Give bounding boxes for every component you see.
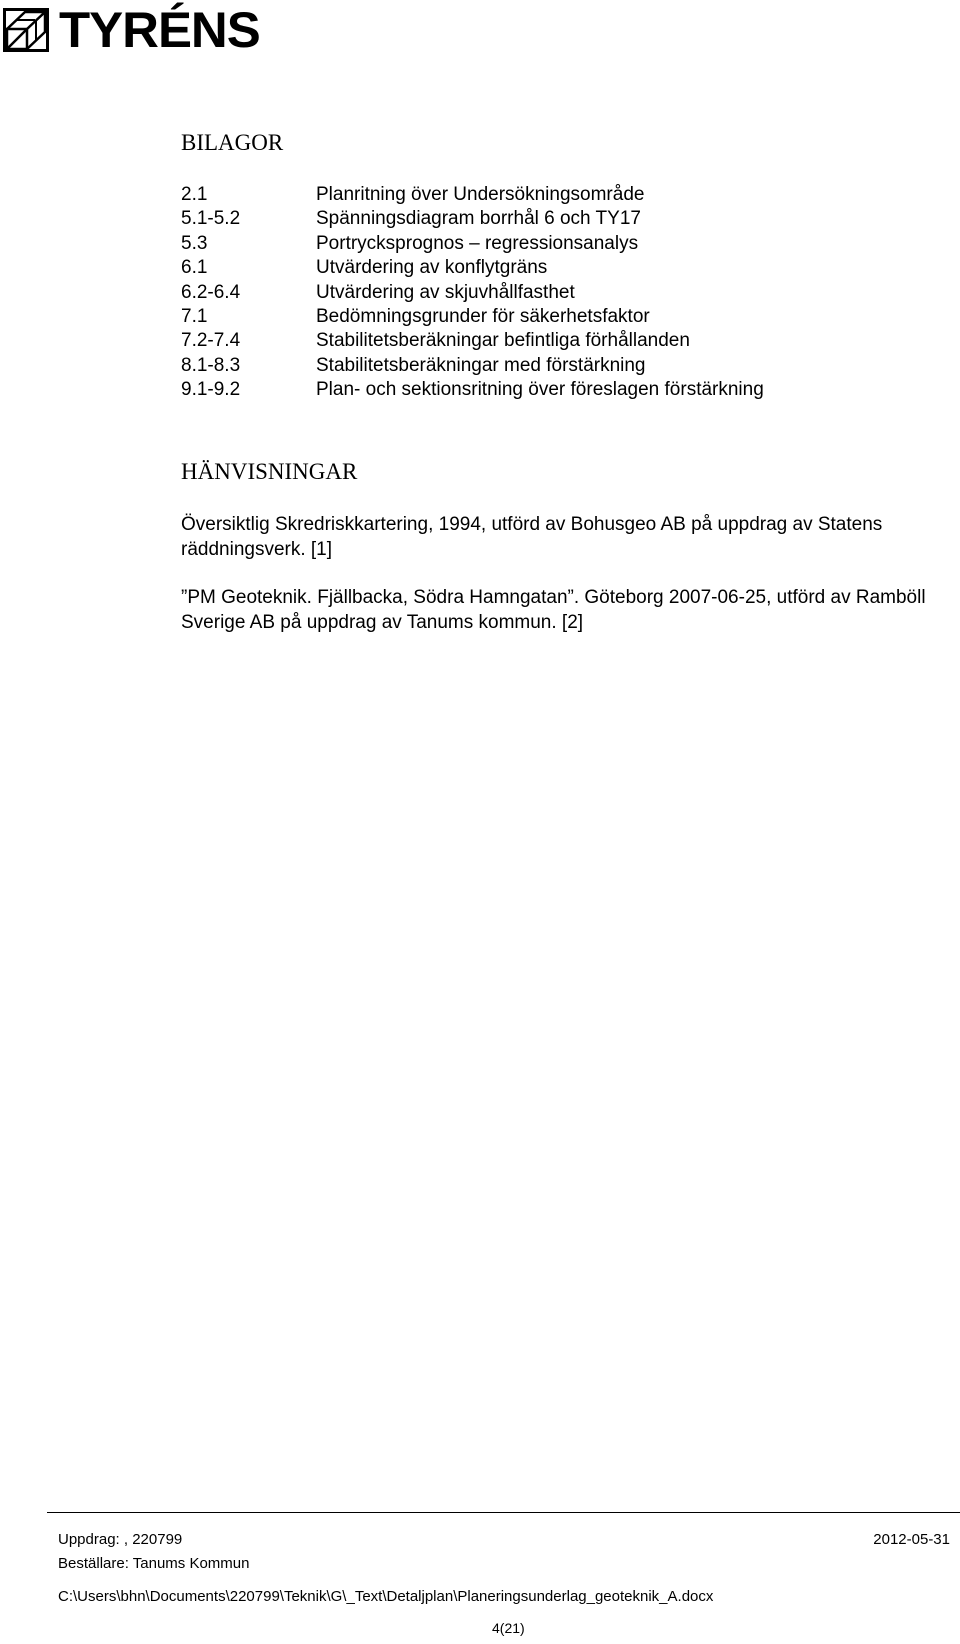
- hanvisningar-heading: HÄNVISNINGAR: [181, 459, 358, 484]
- attachment-row: [181, 354, 764, 378]
- attachment-title: Bedömningsgrunder för säkerhetsfaktor: [316, 305, 650, 327]
- attachment-title: Stabilitetsberäkningar befintliga förhållanden: [316, 330, 690, 352]
- attachment-title: Planritning över Undersökningsområde: [316, 184, 645, 205]
- attachment-code: 5.3: [181, 232, 208, 254]
- attachment-row: [181, 256, 764, 280]
- logo-wordmark: TYRÉNS: [59, 2, 260, 58]
- attachment-title: Spänningsdiagram borrhål 6 och TY17: [316, 208, 641, 230]
- footer-client: Beställare: Tanums Kommun: [58, 1555, 250, 1572]
- attachment-title: Utvärdering av skjuvhållfasthet: [316, 281, 575, 303]
- attachment-code: 2.1: [181, 184, 208, 205]
- footer-file-path: C:\Users\bhn\Documents\220799\Teknik\G\_Text\Detaljplan\Planeringsunderlag_geoteknik_A.docx: [58, 1588, 714, 1605]
- attachment-code: 6.2-6.4: [181, 281, 241, 303]
- bilagor-heading: BILAGOR: [181, 130, 284, 155]
- footer-assignment: Uppdrag: , 220799: [58, 1531, 183, 1548]
- attachment-code: 5.1-5.2: [181, 208, 241, 230]
- attachment-title: Utvärdering av konflytgräns: [316, 257, 548, 279]
- attachment-row: [181, 329, 764, 353]
- attachment-code: 9.1-9.2: [181, 379, 241, 401]
- attachment-title: Stabilitetsberäkningar med förstärkning: [316, 354, 646, 376]
- attachment-row: [181, 281, 764, 305]
- attachment-code: 6.1: [181, 257, 208, 279]
- footer-page-number: 4(21): [492, 1620, 525, 1636]
- attachment-title: Portrycksprognos – regressionsanalys: [316, 232, 639, 254]
- footer-divider: [47, 1512, 960, 1513]
- reference-2: ”PM Geoteknik. Fjällbacka, Södra Hamngatan”. Göteborg 2007-06-25, utförd av Ramböll Sverige AB på uppdrag av Tanums kommun. [2]: [181, 587, 926, 633]
- tyrens-cube-icon: [3, 8, 49, 52]
- attachment-row: [181, 305, 764, 329]
- attachment-row: [181, 232, 764, 256]
- attachment-code: 7.1: [181, 305, 208, 327]
- tyrens-logo: [3, 2, 260, 58]
- attachment-code: 7.2-7.4: [181, 330, 241, 352]
- attachment-list: [181, 183, 764, 403]
- attachment-title: Plan- och sektionsritning över föreslagen förstärkning: [316, 379, 764, 401]
- attachment-code: 8.1-8.3: [181, 354, 241, 376]
- attachment-row: [181, 378, 764, 402]
- reference-1: Översiktlig Skredriskkartering, 1994, utförd av Bohusgeo AB på uppdrag av Statens räddningsverk. [1]: [181, 514, 883, 560]
- attachment-row: [181, 183, 764, 207]
- footer-date: 2012-05-31: [873, 1531, 950, 1548]
- attachment-row: [181, 207, 764, 231]
